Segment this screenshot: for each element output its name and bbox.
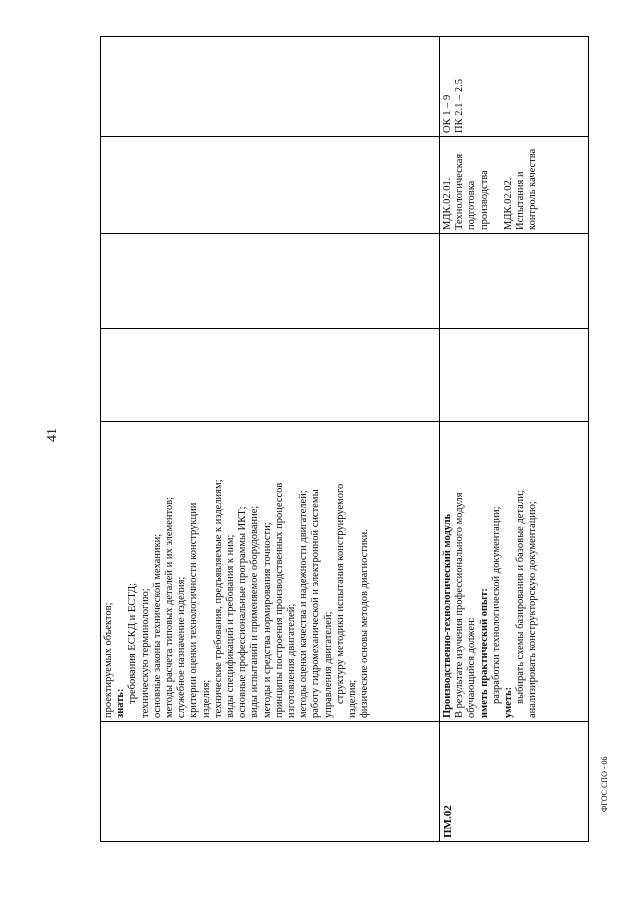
text-line: принципы построения производственных процессов [273,482,285,718]
text-line: изготовления двигателей; [286,603,298,718]
content-cell [101,421,439,721]
text-line: методы оценки качества и надежности двигателей; [298,490,310,718]
module-title: Производственно-технологический модуль [442,513,453,718]
curriculum-table [100,36,589,842]
page-number: 41 [45,428,60,442]
mdk-cell [440,136,588,233]
text-line: проектируемых объектов; [103,602,114,718]
hours-cell [440,233,588,328]
text-line: основные профессиональные программы ИКТ; [237,506,249,718]
text-line: уметь: [503,686,515,718]
mdk-line: МДК.02.02. [502,177,514,230]
text-line: обучающийся должен: [466,617,478,718]
text-line: методы и средства нормирования точности; [261,522,273,718]
text-line: требования ЕСКД и ЕСТД; [127,582,139,704]
mdk-line: МДК.02.01. [442,177,453,230]
mdk-line: контроль качества [527,148,539,230]
text-line: технические требования, предъявляемые к изделиям; [212,479,224,718]
mdk-line: подготовка [466,180,478,230]
text-line: разработки технологической документации; [490,506,502,704]
text-line: управления двигателей; [322,611,334,718]
hours-cell [440,328,588,421]
hours-cell [101,233,439,328]
text-line: изделия; [200,679,212,718]
mdk-cell [101,136,439,233]
text-line: работу гидромеханической и электронной системы [310,489,322,718]
text-line: критерии оценки технологичности конструкции [188,502,200,718]
text-line: физические основы методов диагностики. [359,529,371,718]
footer-label: ФГОС СПО - 06 [600,756,609,812]
text-line: В результате изучения профессионального модуля [454,492,466,718]
text-line: выбирать схемы базирования и базовые детали; [515,490,527,704]
text-line: анализировать конструкторскую документацию; [527,501,539,718]
text-line: изделия; [347,679,359,718]
text-line: иметь практический опыт: [478,588,490,718]
text-line: методы расчета типовых деталей и их элементов; [164,496,176,718]
competency-cell [101,35,439,136]
content-cell [440,421,588,721]
competency-line: ОК 1 – 9 [442,94,453,133]
text-line: знать: [115,688,127,718]
text-line: основные законы технической механики; [151,533,163,718]
mdk-line: Технологическая [454,153,466,230]
text-line: структуру методики испытания конструируемого [334,483,346,704]
table-row [439,37,588,841]
mdk-line: Испытания и [515,171,527,230]
code-cell [440,721,588,841]
mdk-line: производства [478,170,490,230]
text-line: виды спецификаций и требования к ним; [225,534,237,718]
text-line: служебное назначение изделия; [176,576,188,718]
competency-line: ПК 2.1 – 2.5 [454,79,466,133]
text-line: виды испытаний и применяемое оборудование; [249,505,261,718]
code-cell [101,721,439,841]
hours-cell [101,328,439,421]
module-code: ПМ.02 [442,805,454,838]
table-row [101,37,439,841]
competency-cell [440,35,588,136]
text-line: техническую терминологию; [139,588,151,718]
